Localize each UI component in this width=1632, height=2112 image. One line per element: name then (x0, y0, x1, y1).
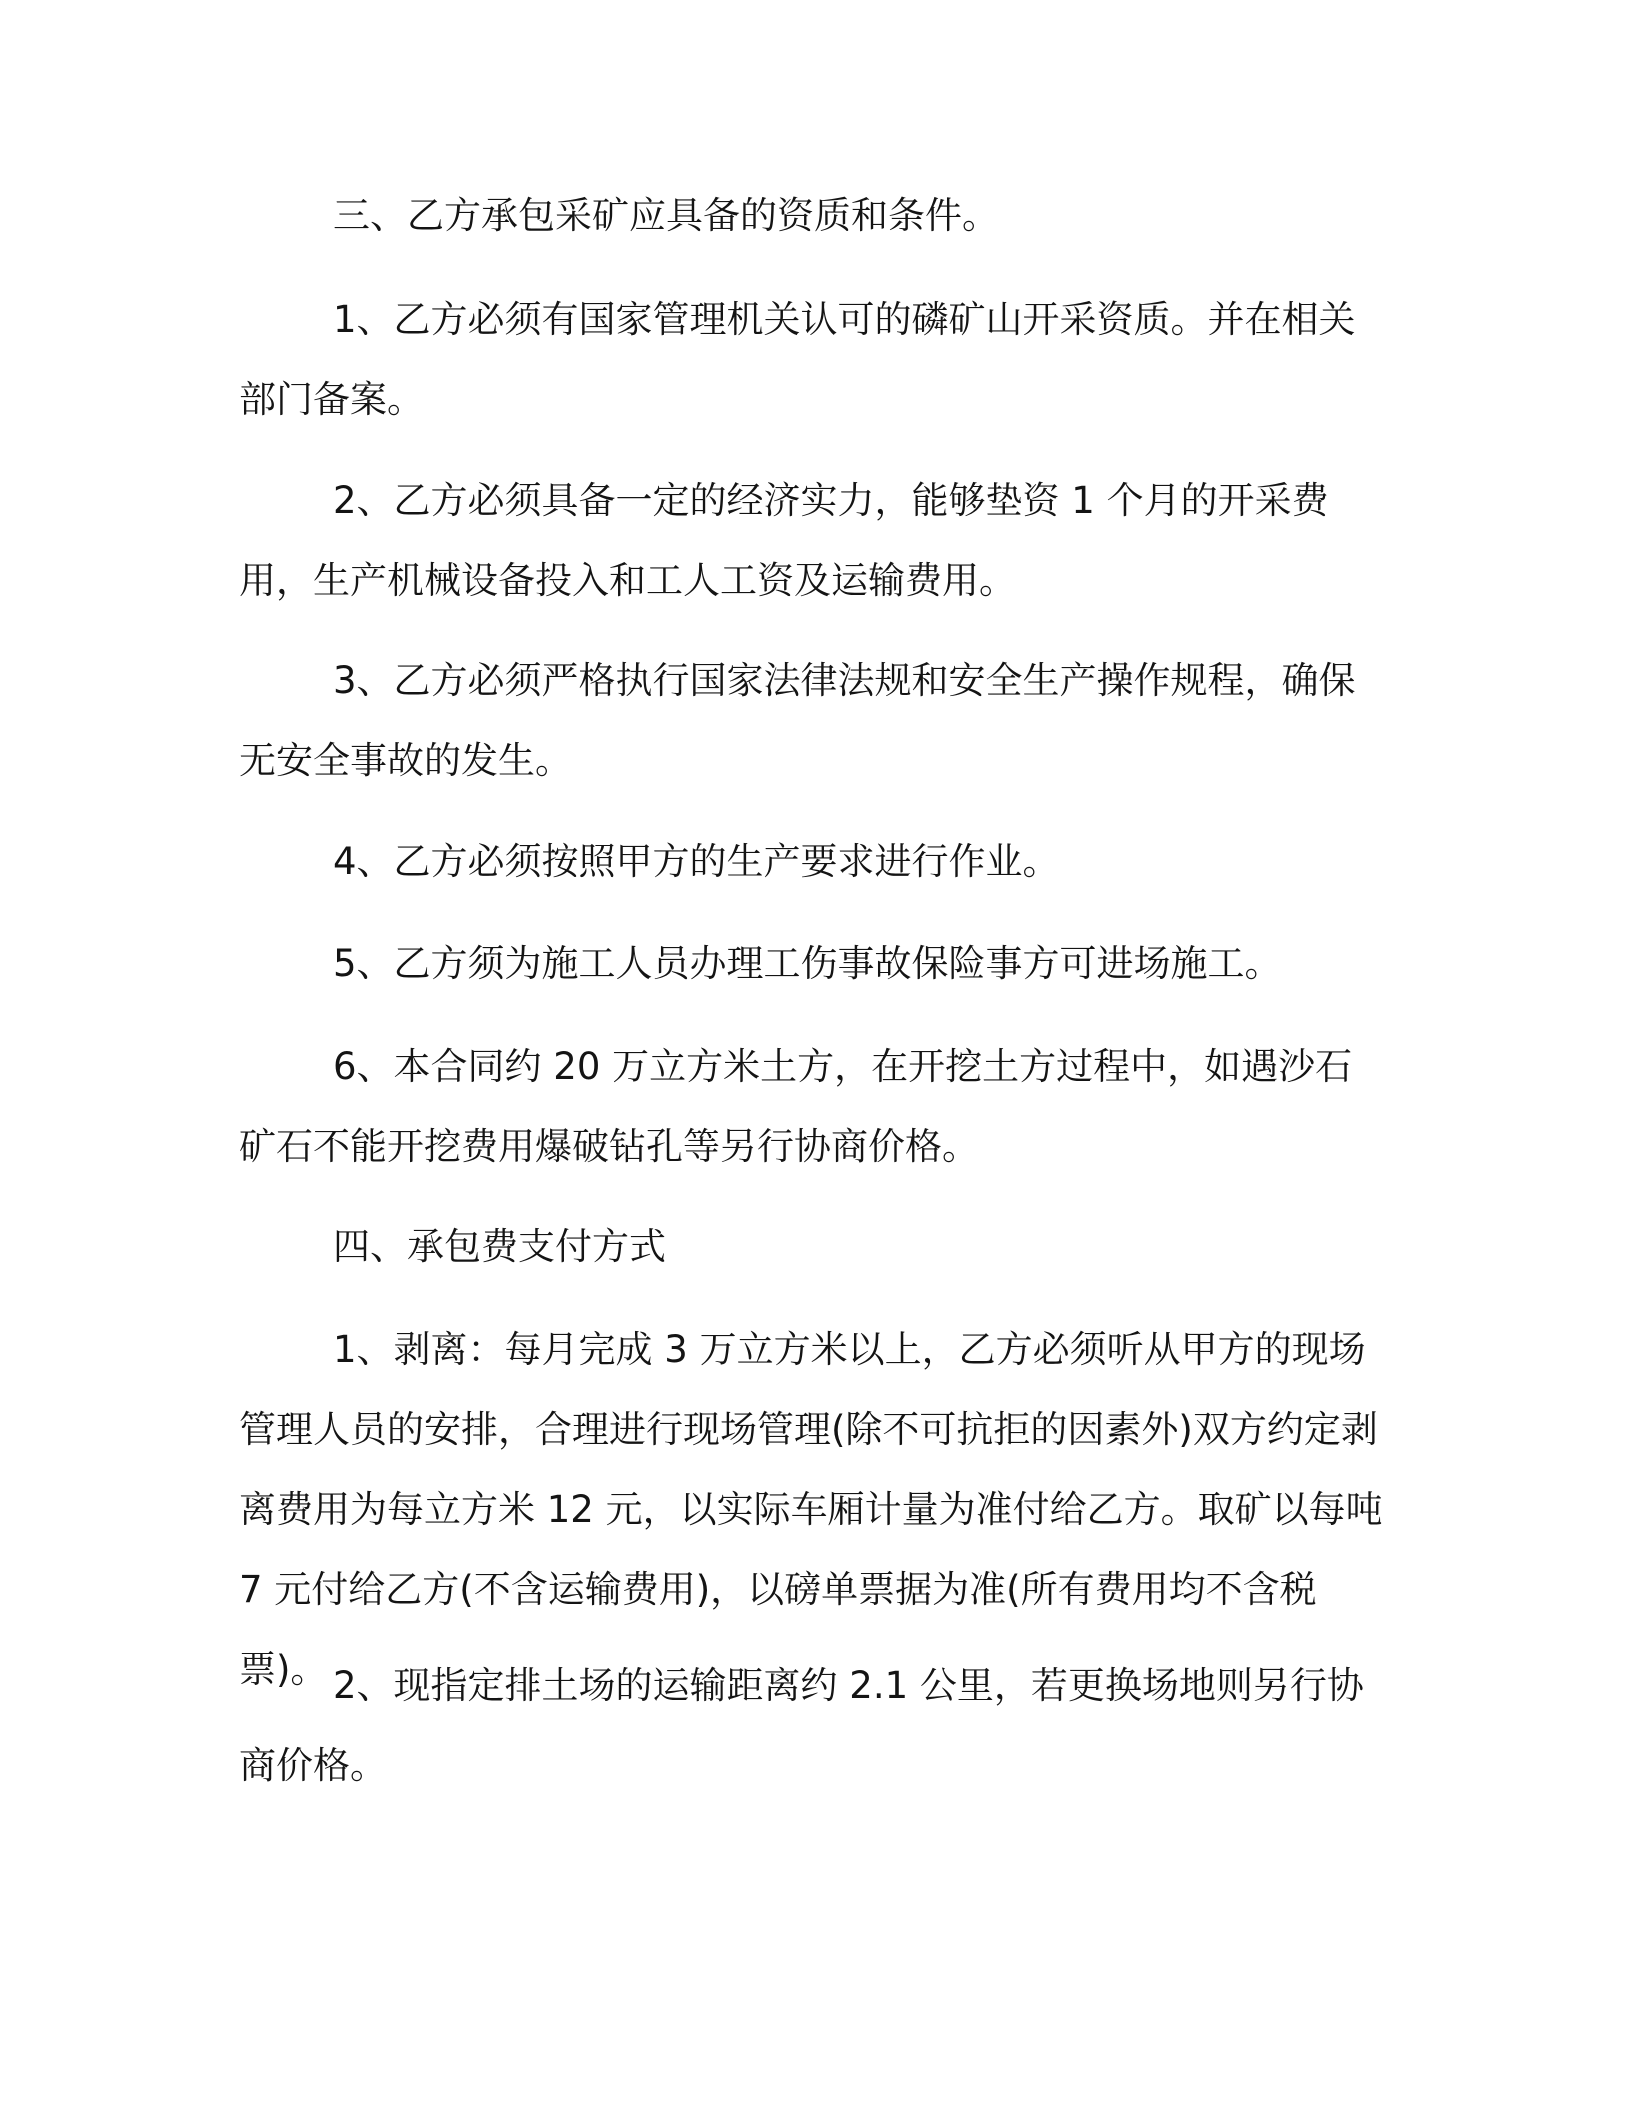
section-3-heading: 三、乙方承包采矿应具备的资质和条件。 (333, 194, 999, 237)
section-3-item-6: 6、本合同约 20 万立方米土方，在开挖土方过程中，如遇沙石矿石不能开挖费用爆破钻孔等另行协商价格。 (239, 1045, 1353, 1168)
section-3-item-3: 3、乙方必须严格执行国家法律法规和安全生产操作规程，确保无安全事故的发生。 (239, 659, 1356, 782)
section-3-item-1: 1、乙方必须有国家管理机关认可的磷矿山开采资质。并在相关部门备案。 (239, 298, 1356, 421)
section-3-item-2: 2、乙方必须具备一定的经济实力，能够垫资 1 个月的开采费用，生产机械设备投入和工人工资及运输费用。 (239, 479, 1329, 602)
section-3-item-5: 5、乙方须为施工人员办理工伤事故保险事方可进场施工。 (333, 942, 1282, 985)
section-3-item-4: 4、乙方必须按照甲方的生产要求进行作业。 (333, 840, 1060, 883)
section-4-item-1: 1、剥离：每月完成 3 万立方米以上，乙方必须听从甲方的现场管理人员的安排，合理进行现场管理(除不可抗拒的因素外)双方约定剥离费用为每立方米 12 元，以实际车厢计量为准付给乙方。取矿以每吨 7 元付给乙方(不含运输费用)，以磅单票据为准(所有费用均不含税票)。 (239, 1328, 1383, 1691)
section-4-item-2: 2、现指定排土场的运输距离约 2.1 公里，若更换场地则另行协商价格。 (239, 1664, 1364, 1787)
section-4-heading: 四、承包费支付方式 (333, 1225, 666, 1268)
